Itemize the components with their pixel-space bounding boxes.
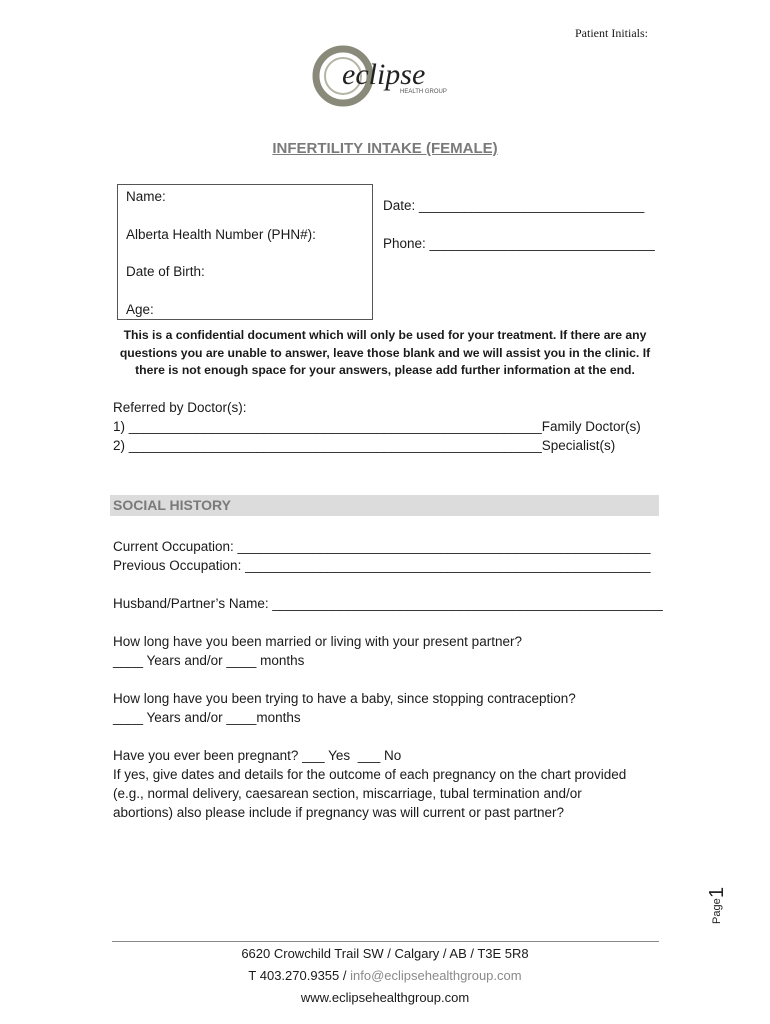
partner-name-field[interactable]: Husband/Partner’s Name: ____________________________________________________: [113, 596, 663, 611]
social-history-title: SOCIAL HISTORY: [113, 497, 231, 513]
page-number-marker: [700, 876, 730, 926]
footer-contact: [0, 968, 770, 983]
married-duration-question: How long have you been married or living with your present partner?: [113, 634, 522, 649]
page-number: 1: [706, 886, 728, 898]
footer-email-link[interactable]: info@eclipsehealthgroup.com: [350, 968, 522, 983]
previous-occupation-field[interactable]: Previous Occupation: ______________________________________________________: [113, 558, 651, 573]
patient-info-box: [117, 184, 373, 320]
pregnancy-details-line-2: (e.g., normal delivery, caesarean section, miscarriage, tubal termination and/or: [113, 786, 582, 801]
page-label: Page: [711, 898, 723, 924]
patient-initials-label: Patient Initials:: [575, 26, 648, 40]
age-label: Age:: [126, 302, 154, 317]
logo-tagline: HEALTH GROUP: [400, 89, 447, 95]
date-field[interactable]: Date: ______________________________: [383, 198, 645, 213]
social-history-header: [110, 495, 659, 516]
phn-label: Alberta Health Number (PHN#):: [126, 227, 316, 242]
form-title: INFERTILITY INTAKE (FEMALE): [272, 140, 498, 157]
pregnant-question[interactable]: Have you ever been pregnant? ___ Yes ___ No: [113, 748, 402, 763]
eclipse-logo: [312, 40, 462, 112]
footer-divider: [112, 941, 659, 942]
trying-duration-answer[interactable]: ____ Years and/or ____months: [113, 710, 301, 725]
phone-field[interactable]: Phone: ______________________________: [383, 236, 655, 251]
confidentiality-notice: This is a confidential document which will only be used for your treatment. If there are any questions you are unable to answer, leave those blank and we will assist you in the clinic. If there is not enough space for your answers, please add further information at the end.: [119, 328, 651, 377]
name-label: Name:: [126, 189, 166, 204]
footer-address: 6620 Crowchild Trail SW / Calgary / AB / T3E 5R8: [241, 946, 529, 961]
footer-phone: T 403.270.9355 /: [248, 968, 351, 983]
current-occupation-field[interactable]: Current Occupation: _______________________________________________________: [113, 539, 651, 554]
pregnancy-details-line-3: abortions) also please include if pregnancy was will current or past partner?: [113, 805, 564, 820]
pregnancy-details-line-1: If yes, give dates and details for the outcome of each pregnancy on the chart provided: [113, 767, 627, 782]
trying-duration-question: How long have you been trying to have a baby, since stopping contraception?: [113, 691, 576, 706]
referral-specialist-field[interactable]: 2) _______________________________________________________Specialist(s): [113, 438, 616, 453]
referral-family-doctor-field[interactable]: 1) _______________________________________________________Family Doctor(s): [113, 419, 641, 434]
referral-heading: Referred by Doctor(s):: [113, 400, 247, 415]
logo-wordmark: eclipse: [342, 58, 426, 91]
footer-website-link[interactable]: www.eclipsehealthgroup.com: [300, 990, 470, 1005]
married-duration-answer[interactable]: ____ Years and/or ____ months: [113, 653, 305, 668]
dob-label: Date of Birth:: [126, 264, 205, 279]
